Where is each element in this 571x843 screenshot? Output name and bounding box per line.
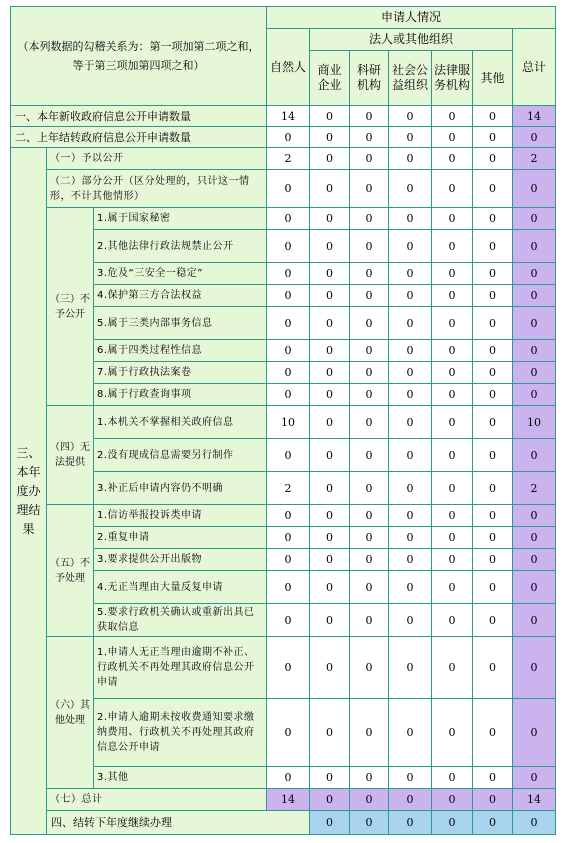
cell: 0	[389, 340, 432, 362]
total-cell: 0	[513, 340, 556, 362]
total-cell: 0	[513, 230, 556, 263]
total-cell: 0	[513, 307, 556, 340]
total-cell: 0	[389, 789, 432, 811]
row-label: （一）予以公开	[47, 148, 267, 170]
cell: 0	[267, 767, 310, 789]
cell: 0	[350, 767, 389, 789]
table-row	[11, 789, 556, 811]
cell: 0	[432, 285, 473, 307]
cell: 0	[389, 230, 432, 263]
cell: 0	[473, 699, 513, 767]
cell: 0	[310, 384, 350, 406]
cell: 0	[310, 767, 350, 789]
cell: 0	[267, 699, 310, 767]
cell: 0	[389, 472, 432, 505]
row-label: 5.要求行政机关确认或重新出具已获取信息	[94, 604, 267, 637]
total-cell: 0	[513, 362, 556, 384]
row-label: 1.属于国家秘密	[94, 208, 267, 230]
cell: 0	[267, 439, 310, 472]
row-label: 1.本机关不掌握相关政府信息	[94, 406, 267, 439]
cell: 0	[267, 505, 310, 527]
cell: 0	[432, 307, 473, 340]
cell: 0	[350, 384, 389, 406]
table-row	[11, 208, 556, 230]
cell: 0	[350, 505, 389, 527]
cell: 0	[310, 340, 350, 362]
cell: 0	[473, 811, 513, 835]
cell: 0	[432, 230, 473, 263]
total-cell: 0	[513, 699, 556, 767]
cell: 0	[310, 170, 350, 208]
group-label: （六）其他处理	[47, 637, 94, 789]
row-label: （二）部分公开（区分处理的，只计这一情形，不计其他情形）	[47, 170, 267, 208]
cell: 0	[432, 472, 473, 505]
cell: 0	[432, 362, 473, 384]
cell: 0	[350, 307, 389, 340]
cell: 0	[350, 230, 389, 263]
cell: 0	[310, 307, 350, 340]
cell: 0	[310, 527, 350, 549]
cell: 0	[473, 307, 513, 340]
cell: 0	[267, 170, 310, 208]
cell: 0	[432, 106, 473, 127]
cell: 0	[473, 604, 513, 637]
header-legal-entity: 法人或其他组织	[310, 29, 513, 51]
total-cell: 0	[513, 127, 556, 148]
cell: 2	[267, 472, 310, 505]
total-cell: 0	[513, 384, 556, 406]
cell: 0	[432, 148, 473, 170]
cell: 0	[267, 362, 310, 384]
cell: 0	[389, 527, 432, 549]
total-cell: 2	[513, 472, 556, 505]
row-label: 3.要求提供公开出版物	[94, 549, 267, 571]
row-label: 8.属于行政查询事项	[94, 384, 267, 406]
cell: 2	[267, 148, 310, 170]
cell: 0	[389, 604, 432, 637]
cell: 0	[513, 811, 556, 835]
cell: 0	[473, 170, 513, 208]
cell: 0	[473, 406, 513, 439]
cell: 0	[432, 170, 473, 208]
cell: 0	[350, 811, 389, 835]
cell: 0	[473, 362, 513, 384]
row-label: 4.保护第三方合法权益	[94, 285, 267, 307]
cell: 0	[267, 127, 310, 148]
cell: 0	[267, 604, 310, 637]
total-cell: 0	[513, 439, 556, 472]
cell: 0	[473, 767, 513, 789]
cell: 0	[350, 637, 389, 699]
cell: 0	[389, 699, 432, 767]
cell: 0	[473, 263, 513, 285]
cell: 0	[267, 527, 310, 549]
row-label: 四、结转下年度继续办理	[47, 811, 310, 835]
table-row	[11, 106, 556, 127]
cell: 0	[310, 439, 350, 472]
cell: 0	[389, 127, 432, 148]
cell: 0	[473, 285, 513, 307]
cell: 0	[310, 637, 350, 699]
header-col-business: 商业企业	[310, 51, 350, 106]
table-row	[11, 406, 556, 439]
cell: 0	[350, 362, 389, 384]
cell: 0	[432, 384, 473, 406]
cell: 0	[473, 472, 513, 505]
group-label: （四）无法提供	[47, 406, 94, 505]
row-label: 2.其他法律行政法规禁止公开	[94, 230, 267, 263]
cell: 10	[267, 406, 310, 439]
cell: 0	[350, 549, 389, 571]
cell: 0	[350, 406, 389, 439]
header-total: 总计	[513, 29, 556, 106]
total-cell: 0	[513, 170, 556, 208]
cell: 0	[350, 472, 389, 505]
cell: 0	[267, 285, 310, 307]
cell: 0	[432, 699, 473, 767]
cell: 0	[473, 106, 513, 127]
cell: 0	[473, 439, 513, 472]
row-label: 2.申请人逾期未按收费通知要求缴纳费用、行政机关不再处理其政府信息公开申请	[94, 699, 267, 767]
row-label: 2.没有现成信息需要另行制作	[94, 439, 267, 472]
cell: 0	[389, 637, 432, 699]
cell: 0	[432, 340, 473, 362]
total-cell: 0	[513, 549, 556, 571]
cell: 0	[432, 263, 473, 285]
cell: 0	[432, 127, 473, 148]
cell: 0	[267, 637, 310, 699]
cell: 0	[389, 148, 432, 170]
cell: 0	[432, 604, 473, 637]
cell: 0	[267, 340, 310, 362]
cell: 0	[473, 340, 513, 362]
header-note: （本列数据的勾稽关系为：第一项加第二项之和，等于第三项加第四项之和）	[11, 7, 267, 106]
cell: 0	[267, 208, 310, 230]
cell: 0	[473, 527, 513, 549]
cell: 0	[432, 505, 473, 527]
cell: 0	[432, 767, 473, 789]
cell: 0	[389, 106, 432, 127]
cell: 0	[432, 637, 473, 699]
cell: 0	[267, 307, 310, 340]
total-cell: 14	[267, 789, 310, 811]
total-cell: 0	[513, 208, 556, 230]
row-label: 一、本年新收政府信息公开申请数量	[11, 106, 267, 127]
table-row	[11, 637, 556, 699]
cell: 0	[389, 549, 432, 571]
row-label: 4.无正当理由大量反复申请	[94, 571, 267, 604]
cell: 0	[310, 406, 350, 439]
cell: 0	[473, 549, 513, 571]
total-cell: 0	[513, 571, 556, 604]
cell: 0	[350, 340, 389, 362]
cell: 0	[473, 230, 513, 263]
row-label: 6.属于四类过程性信息	[94, 340, 267, 362]
total-cell: 0	[513, 285, 556, 307]
cell: 0	[389, 439, 432, 472]
cell: 0	[310, 230, 350, 263]
table-row	[11, 148, 556, 170]
cell: 0	[350, 527, 389, 549]
total-cell: 0	[513, 505, 556, 527]
table-row	[11, 170, 556, 208]
group-label: （五）不予处理	[47, 505, 94, 637]
header-col-other: 其他	[473, 51, 513, 106]
cell: 0	[267, 571, 310, 604]
cell: 0	[473, 148, 513, 170]
cell: 0	[350, 699, 389, 767]
cell: 0	[310, 285, 350, 307]
cell: 0	[389, 406, 432, 439]
cell: 0	[389, 170, 432, 208]
cell: 0	[310, 699, 350, 767]
cell: 0	[389, 384, 432, 406]
row-label: 1.信访举报投诉类申请	[94, 505, 267, 527]
cell: 0	[389, 505, 432, 527]
cell: 0	[267, 230, 310, 263]
cell: 0	[473, 505, 513, 527]
cell: 0	[310, 362, 350, 384]
row-label: 2.重复申请	[94, 527, 267, 549]
cell: 0	[310, 208, 350, 230]
header-col-legal-service: 法律服务机构	[432, 51, 473, 106]
cell: 0	[473, 208, 513, 230]
cell: 0	[350, 106, 389, 127]
cell: 0	[432, 571, 473, 604]
total-cell: 0	[432, 789, 473, 811]
table-row	[11, 127, 556, 148]
section3-label: 三、本年度办理结果	[11, 148, 47, 835]
cell: 0	[473, 127, 513, 148]
cell: 0	[432, 406, 473, 439]
total-cell: 10	[513, 406, 556, 439]
cell: 0	[310, 549, 350, 571]
total-cell: 0	[310, 789, 350, 811]
cell: 0	[310, 127, 350, 148]
cell: 0	[350, 148, 389, 170]
row-label: （七）总计	[47, 789, 267, 811]
cell: 14	[267, 106, 310, 127]
cell: 0	[432, 811, 473, 835]
cell: 0	[310, 571, 350, 604]
header-col-public-welfare: 社会公益组织	[389, 51, 432, 106]
header-applicant: 申请人情况	[267, 7, 556, 29]
cell: 0	[473, 571, 513, 604]
cell: 0	[389, 362, 432, 384]
total-cell: 0	[513, 527, 556, 549]
cell: 0	[389, 285, 432, 307]
cell: 0	[350, 263, 389, 285]
cell: 0	[389, 571, 432, 604]
total-cell: 14	[513, 789, 556, 811]
cell: 0	[310, 106, 350, 127]
total-cell: 0	[350, 789, 389, 811]
total-cell: 0	[513, 767, 556, 789]
total-cell: 0	[513, 263, 556, 285]
cell: 0	[432, 527, 473, 549]
cell: 0	[389, 767, 432, 789]
header-col-research: 科研机构	[350, 51, 389, 106]
cell: 0	[432, 549, 473, 571]
cell: 0	[432, 208, 473, 230]
total-cell: 0	[513, 604, 556, 637]
total-cell: 2	[513, 148, 556, 170]
cell: 0	[389, 811, 432, 835]
cell: 0	[310, 604, 350, 637]
row-label: 5.属于三类内部事务信息	[94, 307, 267, 340]
gov-info-disclosure-table	[10, 6, 556, 835]
cell: 0	[310, 263, 350, 285]
row-label: 3.补正后申请内容仍不明确	[94, 472, 267, 505]
total-cell: 14	[513, 106, 556, 127]
total-cell: 0	[513, 637, 556, 699]
cell: 0	[350, 285, 389, 307]
group-label: （三）不予公开	[47, 208, 94, 406]
cell: 0	[350, 604, 389, 637]
cell: 0	[389, 307, 432, 340]
cell: 0	[473, 384, 513, 406]
table-row	[11, 505, 556, 527]
cell: 0	[267, 384, 310, 406]
row-label: 3.危及“三安全一稳定”	[94, 263, 267, 285]
cell: 0	[310, 472, 350, 505]
row-label: 7.属于行政执法案卷	[94, 362, 267, 384]
header-natural-person: 自然人	[267, 29, 310, 106]
table-row	[11, 811, 556, 835]
cell: 0	[267, 263, 310, 285]
cell: 0	[350, 127, 389, 148]
row-label: 3.其他	[94, 767, 267, 789]
row-label: 1.申请人无正当理由逾期不补正、行政机关不再处理其政府信息公开申请	[94, 637, 267, 699]
cell: 0	[350, 439, 389, 472]
cell: 0	[310, 505, 350, 527]
cell: 0	[389, 208, 432, 230]
cell: 0	[310, 148, 350, 170]
cell: 0	[432, 439, 473, 472]
cell: 0	[350, 170, 389, 208]
cell: 0	[350, 571, 389, 604]
row-label: 二、上年结转政府信息公开申请数量	[11, 127, 267, 148]
total-cell: 0	[473, 789, 513, 811]
cell: 0	[310, 811, 350, 835]
cell: 0	[267, 549, 310, 571]
cell: 0	[389, 263, 432, 285]
cell: 0	[350, 208, 389, 230]
cell: 0	[473, 637, 513, 699]
